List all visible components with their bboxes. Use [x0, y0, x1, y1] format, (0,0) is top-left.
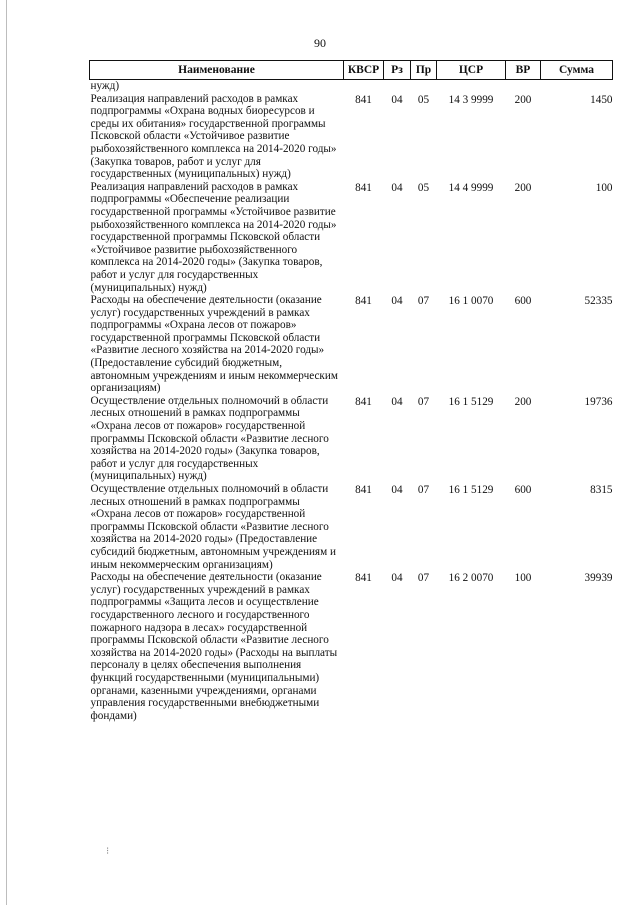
row-csr: 16 2 0070 — [448, 572, 494, 585]
page-number: 90 — [314, 36, 326, 50]
row-pr: 07 — [417, 484, 430, 496]
row-csr: 14 3 9999 — [448, 93, 494, 106]
row-rz: 04 — [391, 93, 403, 106]
row-csr: 16 1 0070 — [448, 295, 494, 308]
header-vr: ВР — [506, 61, 541, 80]
row-name: Расходы на обеспечение деятельности (оказание услуг) государственных учреждений в рамках подпрограммы «Охрана лесов от пожаров» государственной программы Псковской области «Развитие лесного хозяйства на 2014-2020 годы» (Предоставление субсидий бюджетным, автономным учреждениям и иным некоммерческим организациям) — [90, 294, 338, 395]
row-csr: 14 4 9999 — [448, 181, 494, 194]
header-name: Наименование — [90, 61, 344, 80]
row-pr: 07 — [417, 295, 430, 308]
row-kvsr: 841 — [355, 181, 372, 194]
row-pr: 05 — [417, 93, 430, 106]
row-rz: 04 — [391, 572, 403, 585]
row-sum: 100 — [595, 181, 613, 194]
row-vr: 600 — [514, 295, 532, 308]
row-sum: 1450 — [590, 93, 613, 106]
row-vr: 200 — [514, 181, 532, 194]
row-pr: 05 — [417, 181, 430, 194]
row-rz: 04 — [391, 295, 403, 308]
row-sum: 39939 — [584, 572, 613, 585]
row-name: Реализация направлений расходов в рамках подпрограммы «Обеспечение реализации государственной программы «Устойчивое развитие рыбохозяйственного комплекса на 2014-2020 годы» государственной программы Псковской области «Устойчивое развитие рыбохозяйственного комплекса на 2014-2020 годы» (Закупка товаров, работ и услуг для государственных (муниципальных) нужд) — [90, 180, 337, 294]
budget-table — [89, 60, 613, 722]
scan-artifact-mark: ⁝ — [106, 846, 110, 857]
table-row — [90, 93, 613, 181]
header-rz: Рз — [384, 61, 411, 80]
header-sum: Сумма — [541, 61, 613, 80]
row-kvsr: 841 — [355, 572, 372, 585]
row-rz: 04 — [391, 484, 403, 496]
row-sum: 19736 — [584, 395, 613, 408]
header-csr: ЦСР — [437, 61, 506, 80]
continuation-text: нужд) — [90, 80, 120, 92]
row-rz: 04 — [391, 181, 403, 194]
row-name: Осуществление отдельных полномочий в области лесных отношений в рамках подпрограммы «Охрана лесов от пожаров» государственной программы Псковской области «Развитие лесного хозяйства на 2014-2020 годы» (Закупка товаров, работ и услуг для государственных (муниципальных) нужд) — [90, 394, 329, 483]
table-header-row — [90, 61, 613, 80]
row-pr: 07 — [417, 395, 430, 408]
row-csr: 16 1 5129 — [448, 395, 494, 408]
row-sum: 52335 — [584, 295, 613, 308]
row-rz: 04 — [391, 395, 403, 408]
row-kvsr: 841 — [355, 395, 372, 408]
row-vr: 200 — [514, 395, 532, 408]
header-pr: Пр — [411, 61, 437, 80]
table-row-continuation — [90, 80, 613, 93]
table-row — [90, 483, 613, 571]
row-kvsr: 841 — [355, 295, 372, 308]
row-vr: 600 — [514, 484, 532, 496]
row-name: Реализация направлений расходов в рамках подпрограммы «Охрана водных биоресурсов и среды их обитания» государственной программы Псковской области «Устойчивое развитие рыбохозяйственного комплекса на 2014-2020 годы» (Закупка товаров, работ и услуг для государственных (муниципальных) нужд) — [90, 92, 337, 181]
header-kvsr: КВСР — [344, 61, 384, 80]
table-row — [90, 294, 613, 395]
row-sum: 8315 — [590, 484, 613, 496]
table-row — [90, 395, 613, 483]
row-vr: 200 — [514, 93, 532, 106]
row-csr: 16 1 5129 — [448, 484, 494, 496]
table-row — [90, 181, 613, 294]
row-name: Осуществление отдельных полномочий в области лесных отношений в рамках подпрограммы «Охрана лесов от пожаров» государственной программы Псковской области «Развитие лесного хозяйства на 2014-2020 годы» (Предоставление субсидий бюджетным, автономным учреждениям и иным некоммерческим организациям) — [90, 483, 336, 571]
row-pr: 07 — [417, 572, 430, 585]
table-row — [90, 571, 613, 722]
row-name: Расходы на обеспечение деятельности (оказание услуг) государственных учреждений в рамках подпрограммы «Защита лесов и осуществление государственного лесного и государственного пожарного надзора в лесах» государственной программы Псковской области «Развитие лесного хозяйства на 2014-2020 годы» (Расходы на выплаты персоналу в целях обеспечения выполнения функций государственными (муниципальными) органами, казенными учреждениями, органами управления государственными внебюджетными фондами) — [90, 571, 338, 722]
row-kvsr: 841 — [355, 484, 372, 496]
row-kvsr: 841 — [355, 93, 372, 106]
row-vr: 100 — [514, 572, 532, 585]
page-edge-line — [6, 0, 7, 905]
